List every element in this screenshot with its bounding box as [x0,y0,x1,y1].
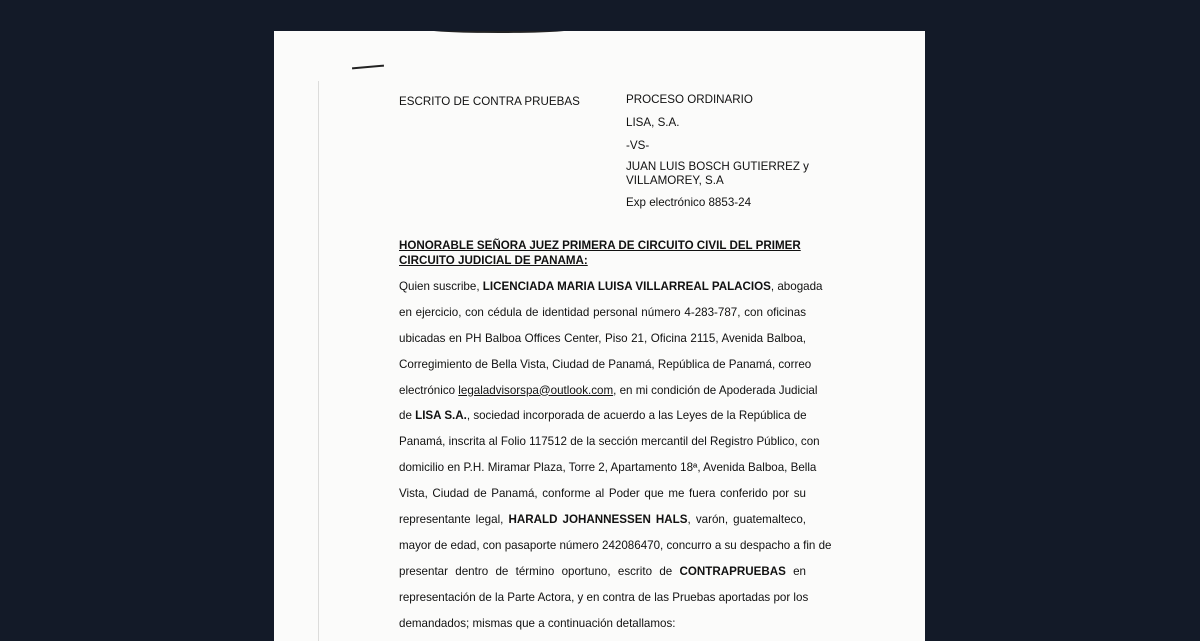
body-line: Quien suscribe, LICENCIADA MARIA LUISA VILLARREAL PALACIOS, abogada [399,280,823,293]
body-line: domicilio en P.H. Miramar Plaza, Torre 2, Apartamento 18ª, Avenida Balboa, Bella [399,461,817,475]
legal-representative: HARALD JOHANNESSEN HALS [508,513,688,527]
case-type: PROCESO ORDINARIO [626,93,753,106]
body-line: representación de la Parte Actora, y en contra de las Pruebas aportadas por los [399,590,809,604]
body-line: en ejercicio, con cédula de identidad personal número 4-283-787, con oficinas [399,305,806,319]
attorney-name: LICENCIADA MARIA LUISA VILLARREAL PALACIOS [482,280,771,293]
document-page [274,31,925,641]
body-line: Corregimiento de Bella Vista, Ciudad de Panamá, República de Panamá, correo [399,357,812,371]
body-line: Vista, Ciudad de Panamá, conforme al Poder que me fuera conferido por su [399,487,806,501]
heading-line-2: CIRCUITO JUDICIAL DE PANAMA: [399,254,588,267]
body-line: ubicadas en PH Balboa Offices Center, Piso 21, Oficina 2115, Avenida Balboa, [399,331,806,345]
defendant-line2: VILLAMOREY, S.A [626,174,724,187]
scan-edge-shadow [318,81,319,641]
plaintiff: LISA, S.A. [626,116,680,129]
company-name: LISA S.A. [415,409,467,423]
body-line: mayor de edad, con pasaporte número 242086470, concurro a su despacho a fin de [399,538,832,552]
body-line: electrónico legaladvisorspa@outlook.com, en mi condición de Apoderada Judicial [399,383,818,397]
document-title: ESCRITO DE CONTRA PRUEBAS [399,95,580,108]
scan-artifact-top [424,31,574,33]
margin-mark [352,65,384,70]
body-line: representante legal, HARALD JOHANNESSEN HALS, varón, guatemalteco, [399,513,807,527]
defendant-line1: JUAN LUIS BOSCH GUTIERREZ y [626,160,809,173]
address-heading [399,238,819,268]
email-link[interactable]: legaladvisorspa@outlook.com [458,383,614,397]
contrapruebas-term: CONTRAPRUEBAS [679,564,786,578]
body-paragraph [399,274,832,636]
body-line: Panamá, inscrita al Folio 117512 de la sección mercantil del Registro Público, con [399,435,820,449]
heading-line-1: HONORABLE SEÑORA JUEZ PRIMERA DE CIRCUITO CIVIL DEL PRIMER [399,239,801,252]
versus: -VS- [626,139,650,152]
body-line: presentar dentro de término oportuno, escrito de CONTRAPRUEBAS en [399,564,806,578]
body-line: demandados; mismas que a continuación detallamos: [399,616,676,630]
body-line: de LISA S.A., sociedad incorporada de acuerdo a las Leyes de la República de [399,409,807,423]
case-number: Exp electrónico 8853-24 [626,196,752,209]
